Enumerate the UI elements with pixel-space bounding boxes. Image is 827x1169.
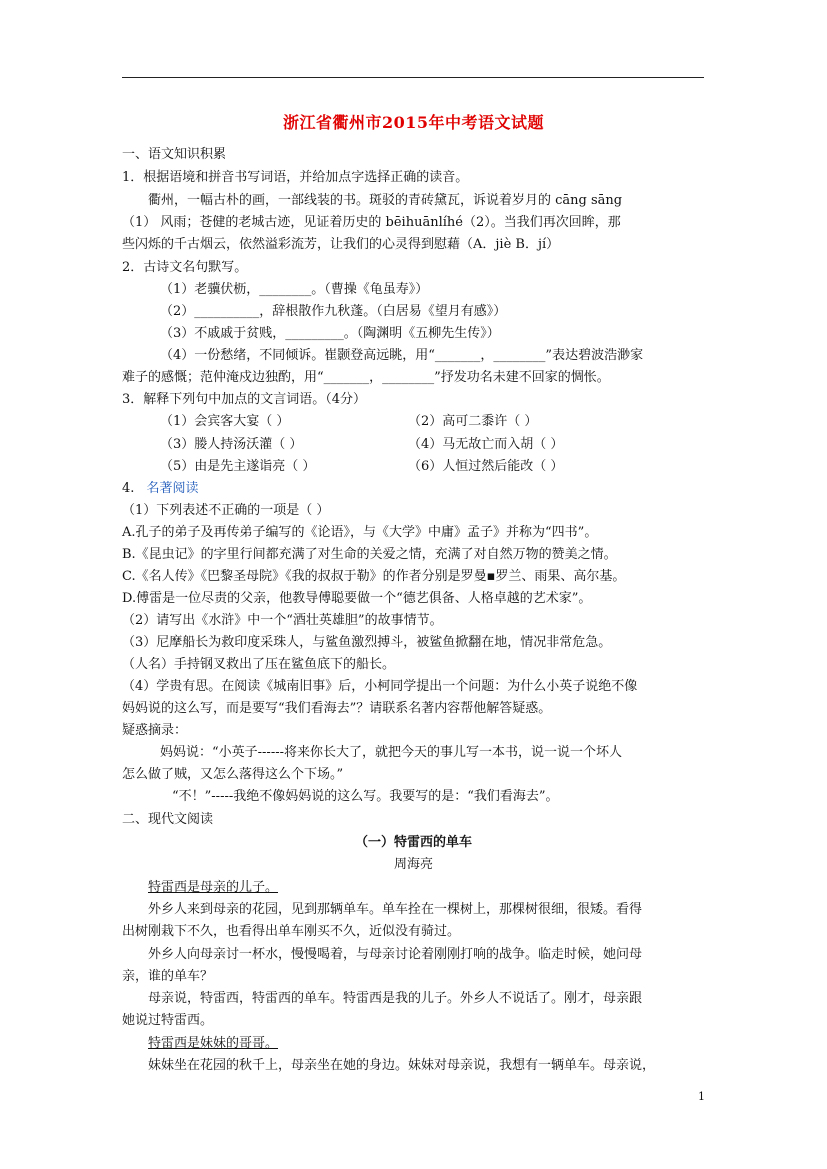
q4-line: （3）尼摩船长为救印度采珠人，与鲨鱼激烈搏斗，被鲨鱼掀翻在地，情况非常危急。 (122, 635, 612, 650)
q4-heading (122, 480, 199, 498)
article-paragraph: 特雷西是妹妹的哥哥。 (148, 1036, 279, 1051)
q2-item: （3）不戚戚于贫贱，_________。（陶渊明《五柳先生传》） (160, 326, 500, 341)
section1-heading: 一、语文知识积累 (122, 147, 227, 162)
article-paragraph: 亲，谁的单车？ (122, 969, 214, 984)
page-title: 浙江省衢州市2015年中考语文试题 (282, 113, 545, 132)
q3-item: （2）高可二黍许（ ） (408, 414, 538, 429)
q2-item: 难子的感慨；范仲淹戍边独酌，用“_______，________”抒发功名未建不回家的惆怅。 (122, 370, 610, 385)
article-author: 周海亮 (393, 857, 433, 872)
q3-item: （6）人恒过然后能改（ ） (408, 459, 564, 474)
q4-line: （2）请写出《水浒》中一个“酒壮英雄胆”的故事情节。 (122, 613, 443, 628)
q4-heading-text: 名著阅读 (146, 481, 199, 496)
q3-item: （1）会宾客大宴（ ） (160, 414, 290, 429)
q2-item: （1）老骥伏枥，________。（曹操《龟虽寿》） (160, 282, 429, 297)
q1-line3: 些闪烁的千古烟云，依然溢彩流芳，让我们的心灵得到慰藉（A．jiè B．jí） (122, 237, 560, 252)
q2-stem: 2．古诗文名句默写。 (122, 260, 248, 275)
q4-line: 疑惑摘录： (122, 723, 188, 738)
q3-stem: 3．解释下列句中加点的文言词语。（4分） (122, 392, 367, 407)
q4-option-d: D.傅雷是一位尽责的父亲，他教导傅聪要做一个“德艺俱备、人格卓越的艺术家”。 (122, 591, 592, 606)
q3-item: （3）媵人持汤沃灌（ ） (160, 437, 303, 452)
q3-item: （5）由是先主遂诣亮（ ） (160, 459, 316, 474)
article-title: （一）特雷西的单车 (354, 835, 472, 850)
q4-line: 妈妈说的这么写，而是要写“我们看海去”？请联系名著内容帮他解答疑惑。 (122, 701, 552, 716)
article-paragraph: 妹妹坐在花园的秋千上，母亲坐在她的身边。妹妹对母亲说，我想有一辆单车。母亲说， (148, 1058, 656, 1073)
q1-line2: （1） 风雨；苍健的老城古迹，见证着历史的 bēihuānlíhé（2）。当我们再次回眸，那 (122, 215, 621, 230)
q1-line1: 衢州，一幅古朴的画，一部线装的书。斑驳的青砖黛瓦，诉说着岁月的 cāng sāng (148, 193, 623, 208)
header-rule (122, 77, 704, 78)
q2-item: （4）一份愁绪，不同倾诉。崔颢登高远眺，用“_______，________”表达碧波浩渺家 (160, 348, 644, 363)
q2-item: （2）__________，辞根散作九秋蓬。（白居易《望月有感》） (160, 304, 507, 319)
page-number: 1 (698, 1090, 705, 1103)
article-paragraph: 母亲说，特雷西，特雷西的单车。特雷西是我的儿子。外乡人不说话了。刚才，母亲跟 (148, 991, 643, 1006)
article-paragraph: 出树刚栽下不久，也看得出单车刚买不久，近似没有骑过。 (122, 924, 461, 939)
q3-item: （4）马无故亡而入胡（ ） (408, 437, 564, 452)
q4-option-c: C.《名人传》《巴黎圣母院》《我的叔叔于勒》的作者分别是罗曼▪罗兰、雨果、高尔基。 (122, 569, 626, 584)
q4-line: 怎么做了贼，又怎么落得这么个下场。” (122, 767, 344, 782)
q4-line: “不！”-----我绝不像妈妈说的这么写。我要写的是：“我们看海去”。 (172, 789, 559, 804)
q4-number: 4. (122, 481, 135, 496)
article-paragraph: 特雷西是母亲的儿子。 (148, 880, 279, 895)
article-paragraph: 外乡人向母亲讨一杯水，慢慢喝着，与母亲讨论着刚刚打响的战争。临走时候，她问母 (148, 947, 643, 962)
q4-line: 妈妈说：“小英子------将来你长大了，就把今天的事儿写一本书，说一说一个坏人 (160, 745, 623, 760)
section2-heading: 二、现代文阅读 (122, 812, 214, 827)
q4-line: （人名）手持钢叉救出了压在鲨鱼底下的船长。 (122, 657, 396, 672)
article-paragraph: 她说过特雷西。 (122, 1013, 214, 1028)
q1-stem: 1．根据语境和拼音书写词语，并给加点字选择正确的读音。 (122, 170, 469, 185)
article-paragraph: 外乡人来到母亲的花园，见到那辆单车。单车拴在一棵树上，那棵树很细，很矮。看得 (148, 902, 643, 917)
q4-line: （4）学贵有思。在阅读《城南旧事》后，小柯同学提出一个问题：为什么小英子说绝不像 (122, 679, 638, 694)
q4-option-b: B.《昆虫记》的字里行间都充满了对生命的关爱之情，充满了对自然万物的赞美之情。 (122, 547, 617, 562)
q4-option-a: A.孔子的弟子及再传弟子编写的《论语》，与《大学》中庸》孟子》并称为“四书”。 (122, 525, 598, 540)
q4-line: （1）下列表述不正确的一项是（ ） (122, 503, 330, 518)
